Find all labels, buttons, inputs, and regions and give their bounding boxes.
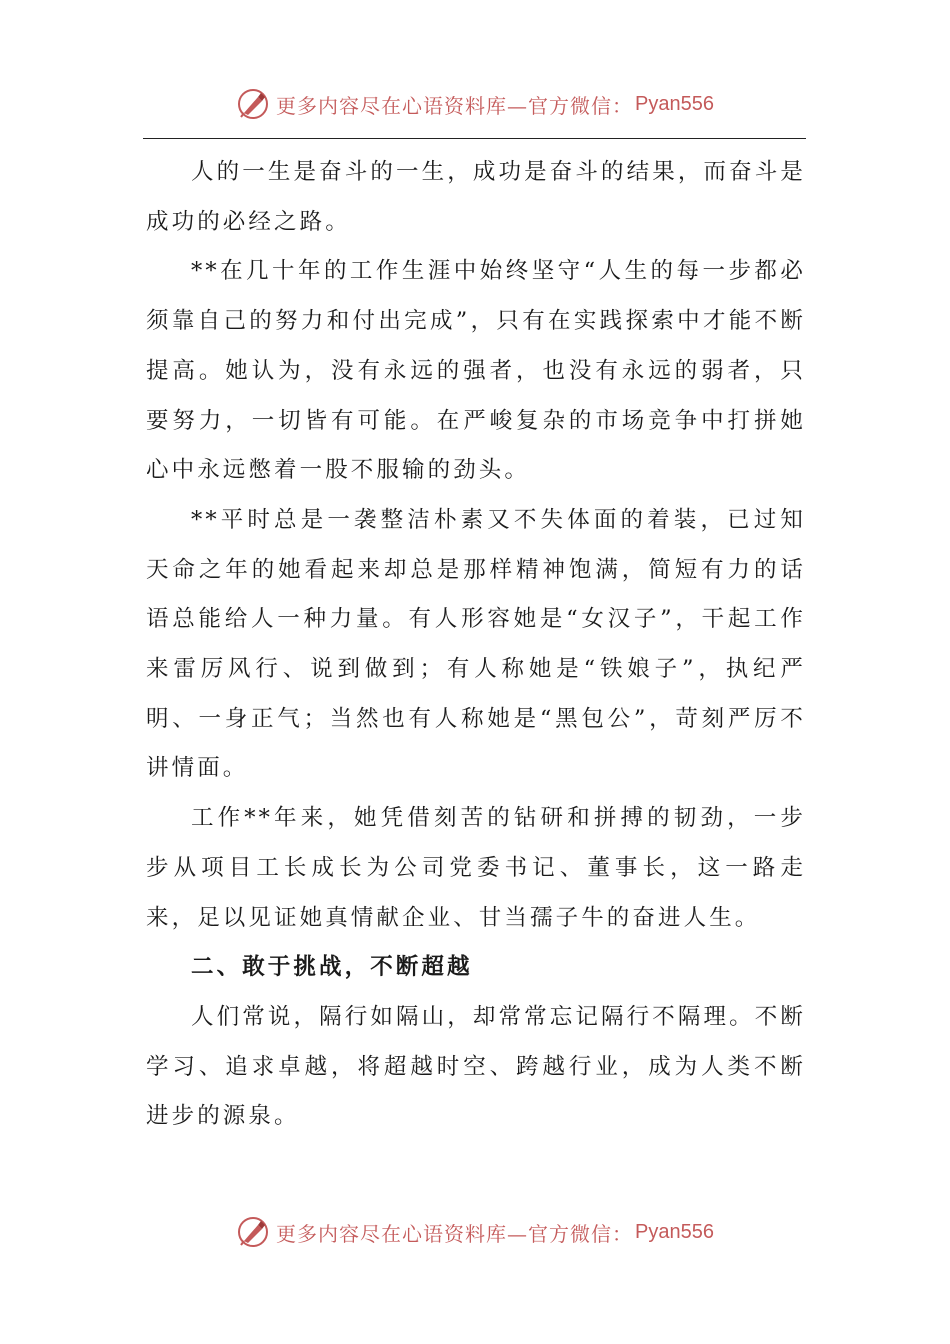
pen-nib-logo-icon [236,87,270,121]
watermark-wechat-id: Pyan556 [635,92,714,115]
header-watermark [0,82,950,126]
paragraph-1: 人的一生是奋斗的一生，成功是奋斗的结果，而奋斗是成功的必经之路。 [146,159,806,235]
document-body [146,148,806,1142]
paragraph-3: **平时总是一袭整洁朴素又不失体面的着装，已过知天命之年的她看起来却总是那样精神饱满，简短有力的话语总能给人一种力量。有人形容她是“女汉子”，干起工作来雷厉风行、说到做到；有人称她是“铁娘子”，执纪严明、一身正气；当然也有人称她是“黑包公”，苛刻严厉不讲情面。 [146,506,806,782]
watermark-text: 更多内容尽在心语资料库—官方微信： [276,93,634,118]
watermark-wechat-id: Pyan556 [635,1220,714,1243]
header-divider [143,138,806,139]
paragraph-2: **在几十年的工作生涯中始终坚守“人生的每一步都必须靠自己的努力和付出完成”，只有在实践探索中才能不断提高。她认为，没有永远的强者，也没有永远的弱者，只要努力，一切皆有可能。在严峻复杂的市场竞争中打拼她心中永远憋着一股不服输的劲头。 [146,258,806,484]
paragraph-5: 人们常说，隔行如隔山，却常常忘记隔行不隔理。不断学习、追求卓越，将超越时空、跨越行业，成为人类不断进步的源泉。 [146,1003,806,1130]
footer-watermark [0,1210,950,1254]
pen-nib-logo-icon [236,1215,270,1249]
paragraph-4: 工作**年来，她凭借刻苦的钻研和拼搏的韧劲，一步步从项目工长成长为公司党委书记、董事长，这一路走来，足以见证她真情献企业、甘当孺子牛的奋进人生。 [146,805,806,931]
section-heading-2: 二、敢于挑战，不断超越 [191,954,473,981]
watermark-text: 更多内容尽在心语资料库—官方微信： [276,1221,634,1246]
